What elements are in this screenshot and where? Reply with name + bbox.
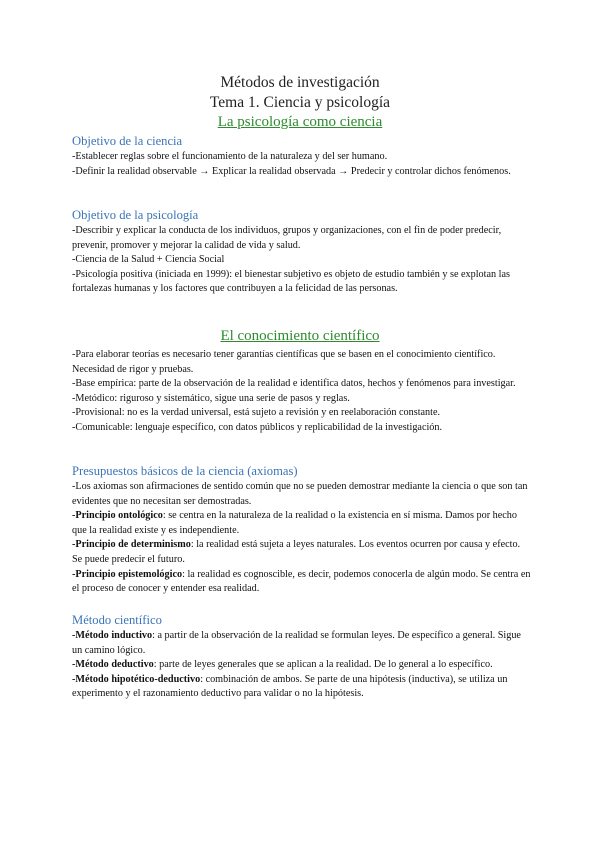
section-title-conocimiento: El conocimiento científico bbox=[220, 328, 380, 344]
paragraph bbox=[72, 673, 532, 702]
heading-objetivo-ciencia: Objetivo de la ciencia bbox=[72, 134, 183, 148]
definition: : se centra en la naturaleza de la realidad o la existencia en sí misma. Damos por hecho que la realidad existe y es independiente. bbox=[72, 510, 517, 536]
paragraph: -Describir y explicar la conducta de los individuos, grupos y organizaciones, con el fin de poder predecir, prevenir, promover y mejorar la calidad de vida y salud. bbox=[72, 225, 502, 251]
paragraph: -Para elaborar teorías es necesario tener garantías científicas que se basen en el conocimiento científico. Necesidad de rigor y pruebas. bbox=[72, 349, 496, 375]
definition: : a partir de la observación de la realidad se formulan leyes. De específico a general. Sigue un camino lógico. bbox=[72, 630, 521, 656]
objetivo-ciencia-text bbox=[72, 150, 532, 179]
paragraph bbox=[72, 658, 532, 673]
heading-presupuestos: Presupuestos básicos de la ciencia (axiomas) bbox=[72, 464, 298, 478]
definition: : la realidad está sujeta a leyes naturales. Los eventos ocurren por causa y efecto. Se puede predecir el futuro. bbox=[72, 539, 521, 565]
heading-objetivo-psicologia: Objetivo de la psicología bbox=[72, 208, 199, 222]
paragraph: -Psicología positiva (iniciada en 1999): el bienestar subjetivo es objeto de estudio también y se explotan las fortalezas humanas y los factores que contribuyen a la felicidad de las personas. bbox=[72, 268, 510, 295]
term: -Principio ontológico bbox=[72, 510, 163, 522]
paragraph bbox=[72, 509, 532, 538]
document-title: Métodos de investigación bbox=[220, 74, 380, 91]
conocimiento-text bbox=[72, 348, 532, 436]
term: -Método hipotético-deductivo bbox=[72, 673, 201, 685]
paragraph bbox=[72, 538, 532, 567]
heading-metodo-cientifico: Método científico bbox=[72, 613, 162, 627]
definition: : la realidad es cognoscible, es decir, podemos conocerla de algún modo. Se centra en el proceso de conocer y entender esa realidad. bbox=[72, 568, 531, 595]
paragraph: -Ciencia de la Salud + Ciencia Social bbox=[72, 254, 225, 266]
paragraph: -Provisional: no es la verdad universal, está sujeto a revisión y en reelaboración constante. bbox=[72, 407, 441, 419]
paragraph: -Los axiomas son afirmaciones de sentido común que no se pueden demostrar mediante la ciencia o que son tan evidentes que no necesitan ser demostradas. bbox=[72, 481, 528, 507]
document-subtitle: Tema 1. Ciencia y psicología bbox=[209, 94, 391, 111]
term: -Principio epistemológico bbox=[72, 568, 183, 580]
term: -Principio de determinismo bbox=[72, 539, 191, 551]
presupuestos-text bbox=[72, 480, 532, 597]
term: -Método inductivo bbox=[72, 630, 153, 641]
section-title-psicologia-ciencia: La psicología como ciencia bbox=[217, 114, 383, 130]
paragraph bbox=[72, 568, 532, 597]
definition: : combinación de ambos. Se parte de una hipótesis (inductiva), se utiliza un experimento y el razonamiento deductivo para validar o no la hipótesis. bbox=[72, 673, 508, 700]
paragraph: -Establecer reglas sobre el funcionamiento de la naturaleza y del ser humano. bbox=[72, 151, 388, 162]
paragraph bbox=[72, 629, 532, 658]
paragraph: -Comunicable: lenguaje específico, con datos públicos y replicabilidad de la investigación. bbox=[72, 421, 443, 433]
term: -Método deductivo bbox=[72, 659, 154, 671]
objetivo-psicologia-text bbox=[72, 224, 532, 297]
paragraph: -Metódico: riguroso y sistemático, sigue una serie de pasos y reglas. bbox=[72, 392, 350, 404]
paragraph: -Base empírica: parte de la observación de la realidad e identifica datos, hechos y fenómenos para investigar. bbox=[72, 378, 516, 390]
definition: : parte de leyes generales que se aplican a la realidad. De lo general a lo específico. bbox=[153, 659, 493, 671]
paragraph: -Definir la realidad observable → Explicar la realidad observada → Predecir y controlar dichos fenómenos. bbox=[72, 165, 511, 177]
metodo-text bbox=[72, 629, 532, 702]
